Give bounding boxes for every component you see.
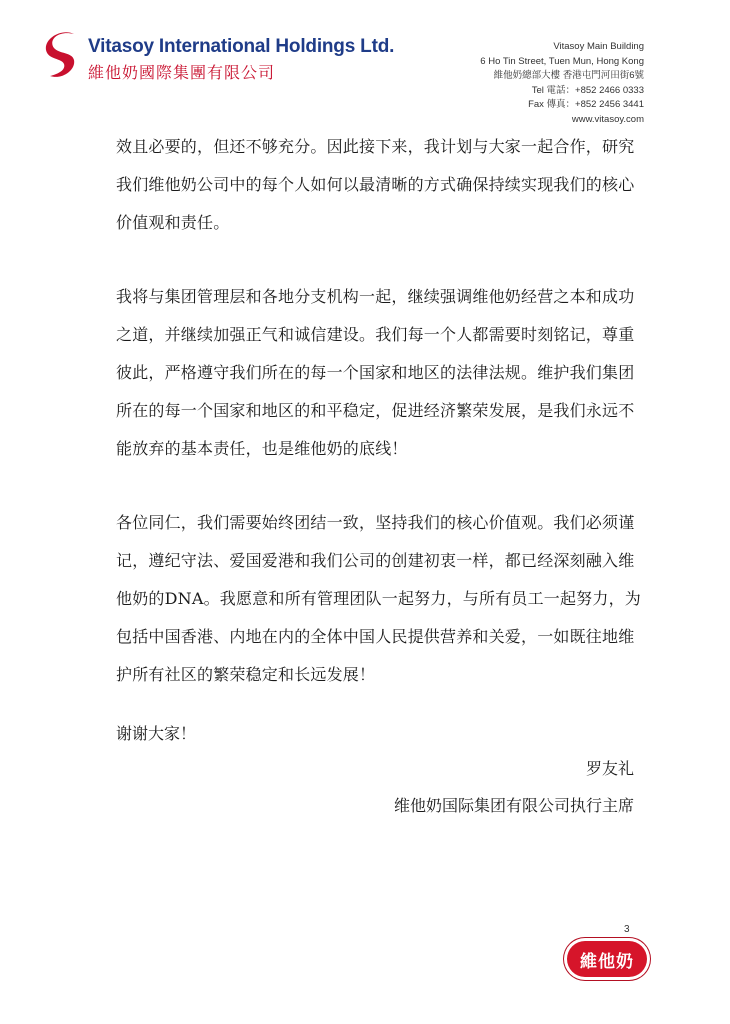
vitasoy-logo-icon [44, 30, 80, 82]
signer-title: 维他奶国际集团有限公司执行主席 [393, 796, 634, 815]
company-name-zh: 維他奶國際集團有限公司 [88, 63, 276, 82]
paragraph: 效且必要的，但还不够充分。因此接下来，我计划与大家一起合作，研究我们维他奶公司中的每个人如何以最清晰的方式确保持续实现我们的核心价值观和责任。 [116, 137, 635, 232]
company-name-en: Vitasoy International Holdings Ltd. [88, 36, 395, 57]
phone-line: Tel 電話：+852 2466 0333 [531, 84, 644, 96]
paragraph: 我将与集团管理层和各地分支机构一起，继续强调维他奶经营之本和成功之道，并继续加强正气和诚信建设。我们每一个人都需要时刻铭记，尊重彼此，严格遵守我们所在的每一个国家和地区的法律法规。维护我们集团所在的每一个国家和地区的和平稳定，促进经济繁荣发展，是我们永远不能放弃的基本责任，也是维他奶的底线！ [116, 287, 635, 458]
page-number: 3 [624, 924, 630, 935]
company-brand [88, 36, 394, 83]
address-line: 6 Ho Tin Street, Tuen Mun, Hong Kong [480, 55, 644, 67]
vitasoy-badge-logo [564, 938, 650, 980]
letter-body [116, 128, 646, 826]
website-line: www.vitasoy.com [571, 113, 644, 125]
paragraph: 各位同仁，我们需要始终团结一致，坚持我们的核心价值观。我们必须谨记，遵纪守法、爱国爱港和我们公司的创建初衷一样，都已经深刻融入维他奶的DNA。我愿意和所有管理团队一起努力，与所有员工一起努力，为包括中国香港、内地在内的全体中国人民提供营养和关爱，一如既往地维护所有社区的繁荣稳定和长远发展！ [116, 513, 641, 684]
badge-text: 維他奶 [580, 951, 634, 972]
company-address [480, 40, 644, 127]
address-line: 維他奶總部大樓 香港屯門河田街6號 [493, 70, 644, 81]
address-line: Vitasoy Main Building [553, 41, 644, 52]
fax-line: Fax 傳真：+852 2456 3441 [528, 99, 644, 110]
signer-name: 罗友礼 [585, 759, 634, 778]
closing-line: 谢谢大家！ [116, 724, 197, 743]
